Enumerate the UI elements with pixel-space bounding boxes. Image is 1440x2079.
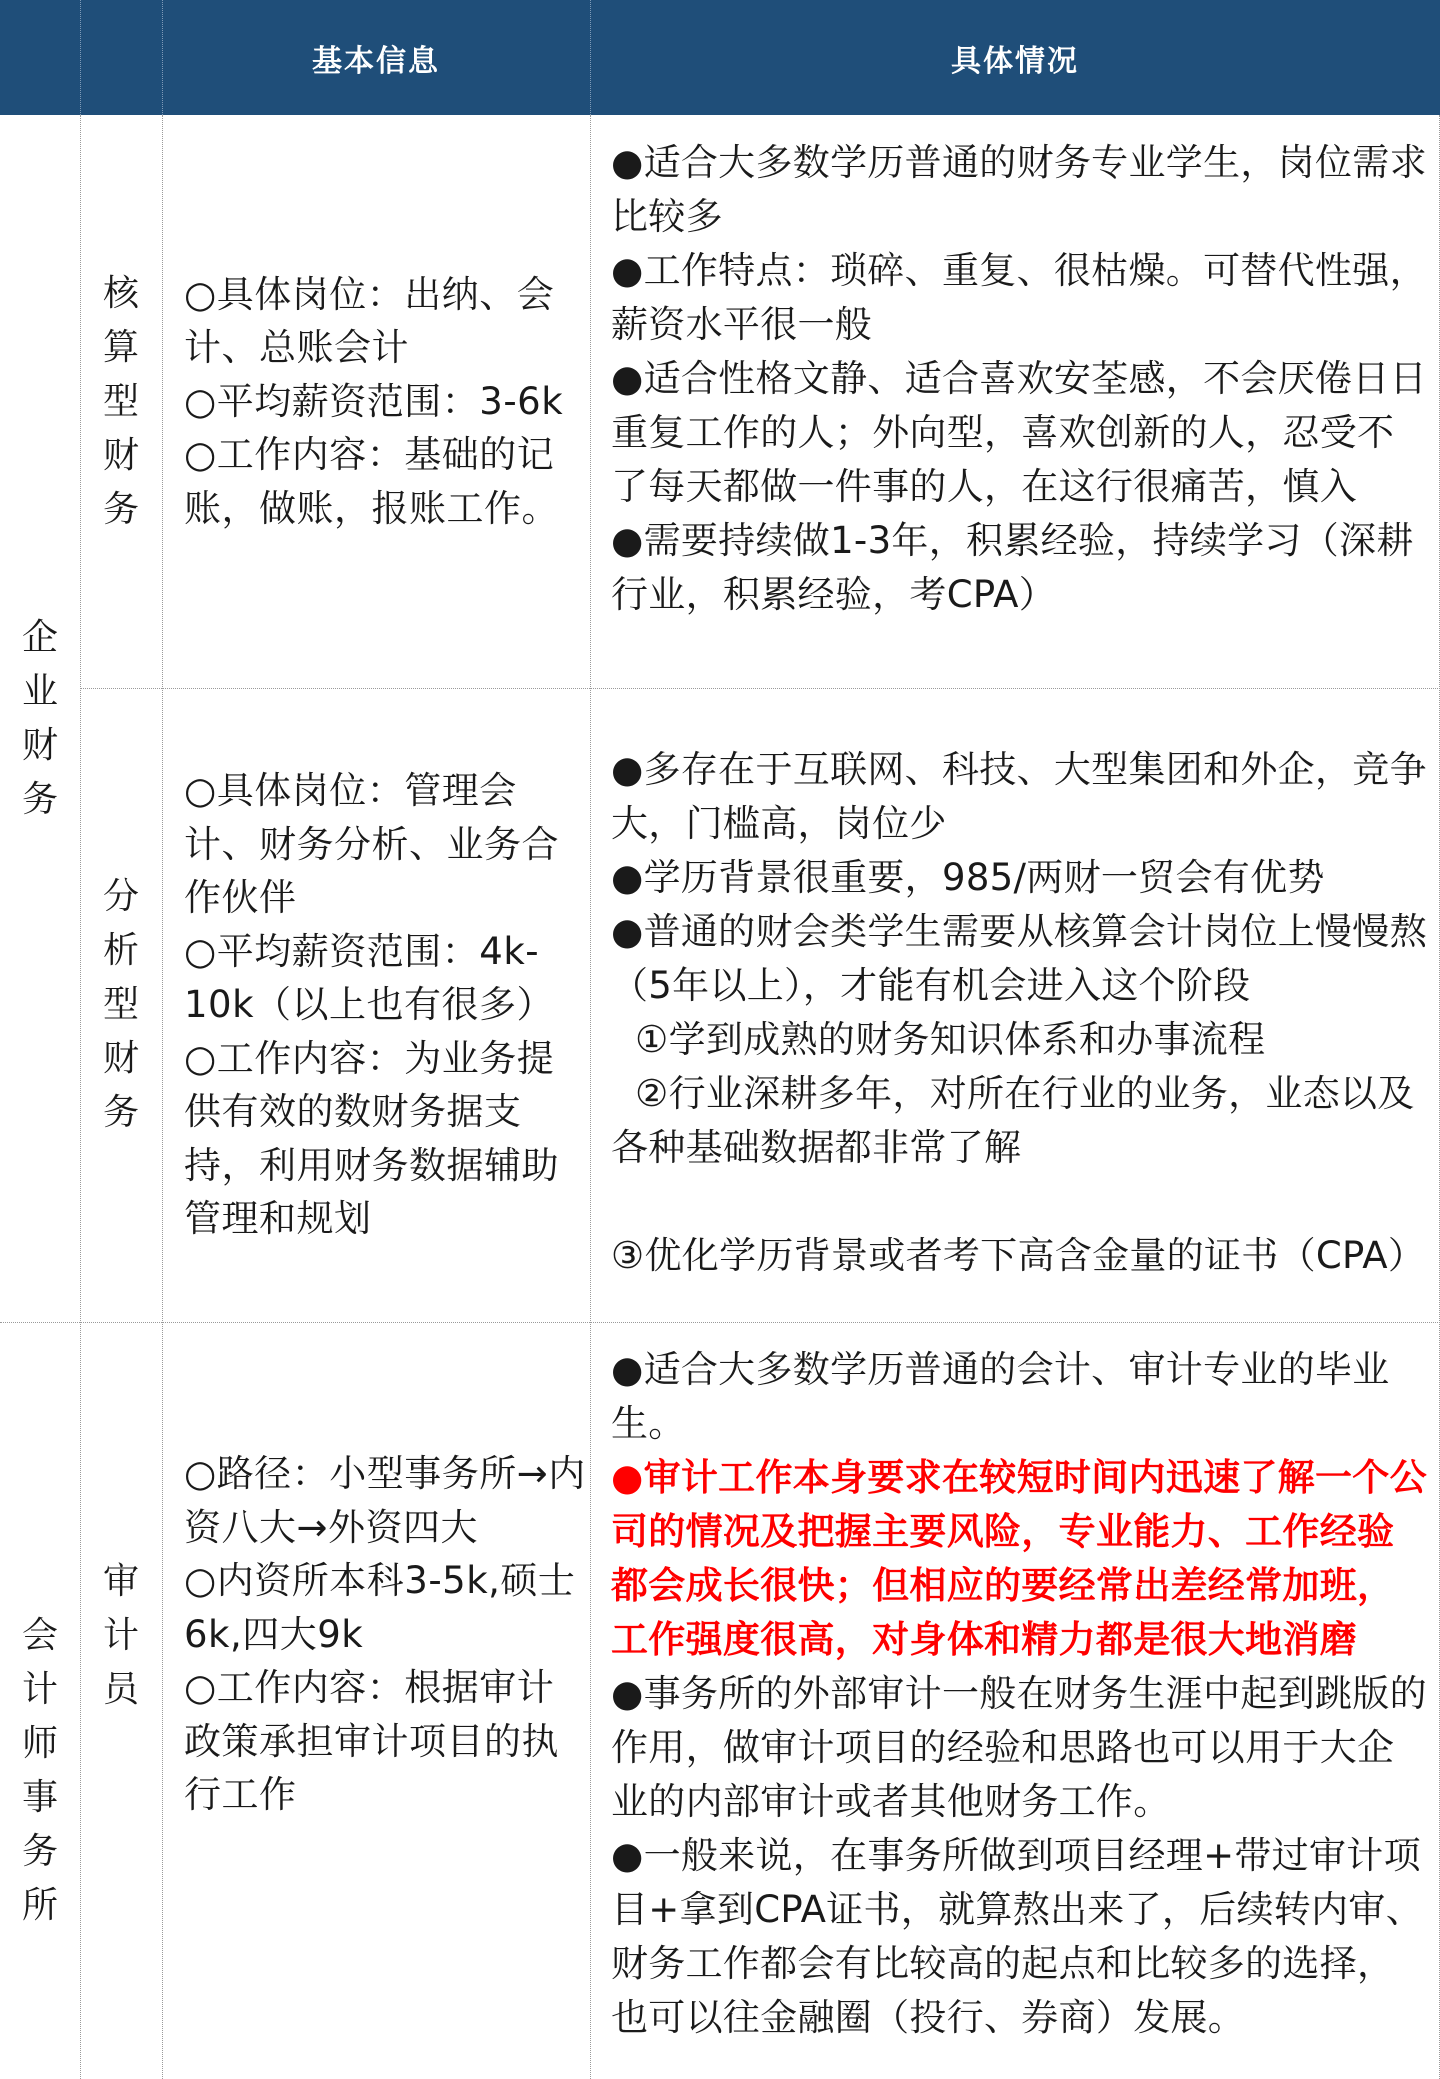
basic-line: ○路径：小型事务所→内资八大→外资四大 [184, 1452, 586, 1549]
detail-line: ●需要持续做1-3年，积累经验，持续学习（深耕行业，积累经验，考CPA） [611, 519, 1414, 616]
group-accounting-firm [0, 1322, 80, 2079]
basic-line: ○工作内容：基础的记账，做账，报账工作。 [184, 433, 559, 530]
header-divider [162, 0, 163, 115]
table-header [0, 0, 1440, 115]
row-accounting-basic [184, 115, 586, 688]
role-label: 审计员 [103, 1560, 140, 1710]
detail-line: ③优化学历背景或者考下高含金量的证书（CPA） [611, 1180, 1426, 1277]
group-label: 会计师事务所 [22, 1614, 59, 1926]
row-analysis-basic [184, 688, 586, 1322]
detail-line: ●适合大多数学历普通的会计、审计专业的毕业生。 [611, 1348, 1390, 1445]
grid-line [590, 115, 591, 2079]
detail-line-highlight: ●审计工作本身要求在较短时间内迅速了解一个公司的情况及把握主要风险，专业能力、工作经验都会成长很快；但相应的要经常出差经常加班，工作强度很高，对身体和精力都是很大地消磨 [611, 1456, 1427, 1661]
detail-line: ●普通的财会类学生需要从核算会计岗位上慢慢熬（5年以上），才能有机会进入这个阶段 [611, 910, 1427, 1007]
basic-line: ○具体岗位：出纳、会计、总账会计 [184, 272, 555, 370]
basic-line: ○平均薪资范围：3-6k [184, 379, 564, 423]
basic-line: ○平均薪资范围：4k-10k（以上也有很多） [184, 929, 555, 1027]
basic-line: ○具体岗位：管理会计、财务分析、业务合作伙伴 [184, 769, 559, 920]
header-divider [590, 0, 591, 115]
header-basic-info: 基本信息 [312, 43, 440, 79]
basic-line: ○工作内容：根据审计政策承担审计项目的执行工作 [184, 1666, 559, 1817]
grid-line [162, 115, 163, 2079]
group-label: 企业财务 [22, 616, 59, 820]
row-auditor-role [80, 1322, 162, 2079]
detail-line: ●适合性格文静、适合喜欢安荃感，不会厌倦日日重复工作的人；外向型，喜欢创新的人，忍受不了每天都做一件事的人，在这行很痛苦，慎入 [611, 357, 1427, 508]
detail-line: ①学到成熟的财务知识体系和办事流程 [611, 1018, 1266, 1061]
detail-line: ●多存在于互联网、科技、大型集团和外企，竞争大，门槛高，岗位少 [611, 748, 1427, 845]
row-auditor-detail [611, 1343, 1431, 2045]
row-accounting-role [80, 115, 162, 688]
detail-line: ●适合大多数学历普通的财务专业学生，岗位需求比较多 [611, 141, 1427, 238]
header-divider [80, 0, 81, 115]
basic-line: ○内资所本科3-5k,硕士6k,四大9k [184, 1559, 576, 1656]
row-auditor-basic [184, 1322, 586, 2079]
detail-line: ②行业深耕多年，对所在行业的业务，业态以及各种基础数据都非常了解 [611, 1072, 1415, 1169]
detail-line: ●工作特点：琐碎、重复、很枯燥。可替代性强，薪资水平很一般 [611, 249, 1427, 346]
detail-line: ●学历背景很重要，985/两财一贸会有优势 [611, 856, 1325, 899]
group-enterprise-finance [0, 115, 80, 1322]
row-analysis-role [80, 688, 162, 1322]
role-label: 核算型财务 [103, 272, 140, 530]
row-accounting-detail [611, 136, 1431, 622]
header-details: 具体情况 [951, 43, 1079, 79]
role-label: 分析型财务 [103, 876, 140, 1133]
row-analysis-detail [611, 743, 1431, 1283]
basic-line: ○工作内容：为业务提供有效的数财务据支持，利用财务数据辅助管理和规划 [184, 1036, 559, 1241]
detail-line: ●一般来说，在事务所做到项目经理+带过审计项目+拿到CPA证书，就算熬出来了，后续转内审、财务工作都会有比较高的起点和比较多的选择，也可以往金融圈（投行、券商）发展。 [611, 1834, 1423, 2039]
detail-line: ●事务所的外部审计一般在财务生涯中起到跳版的作用，做审计项目的经验和思路也可以用于大企业的内部审计或者其他财务工作。 [611, 1672, 1427, 1823]
